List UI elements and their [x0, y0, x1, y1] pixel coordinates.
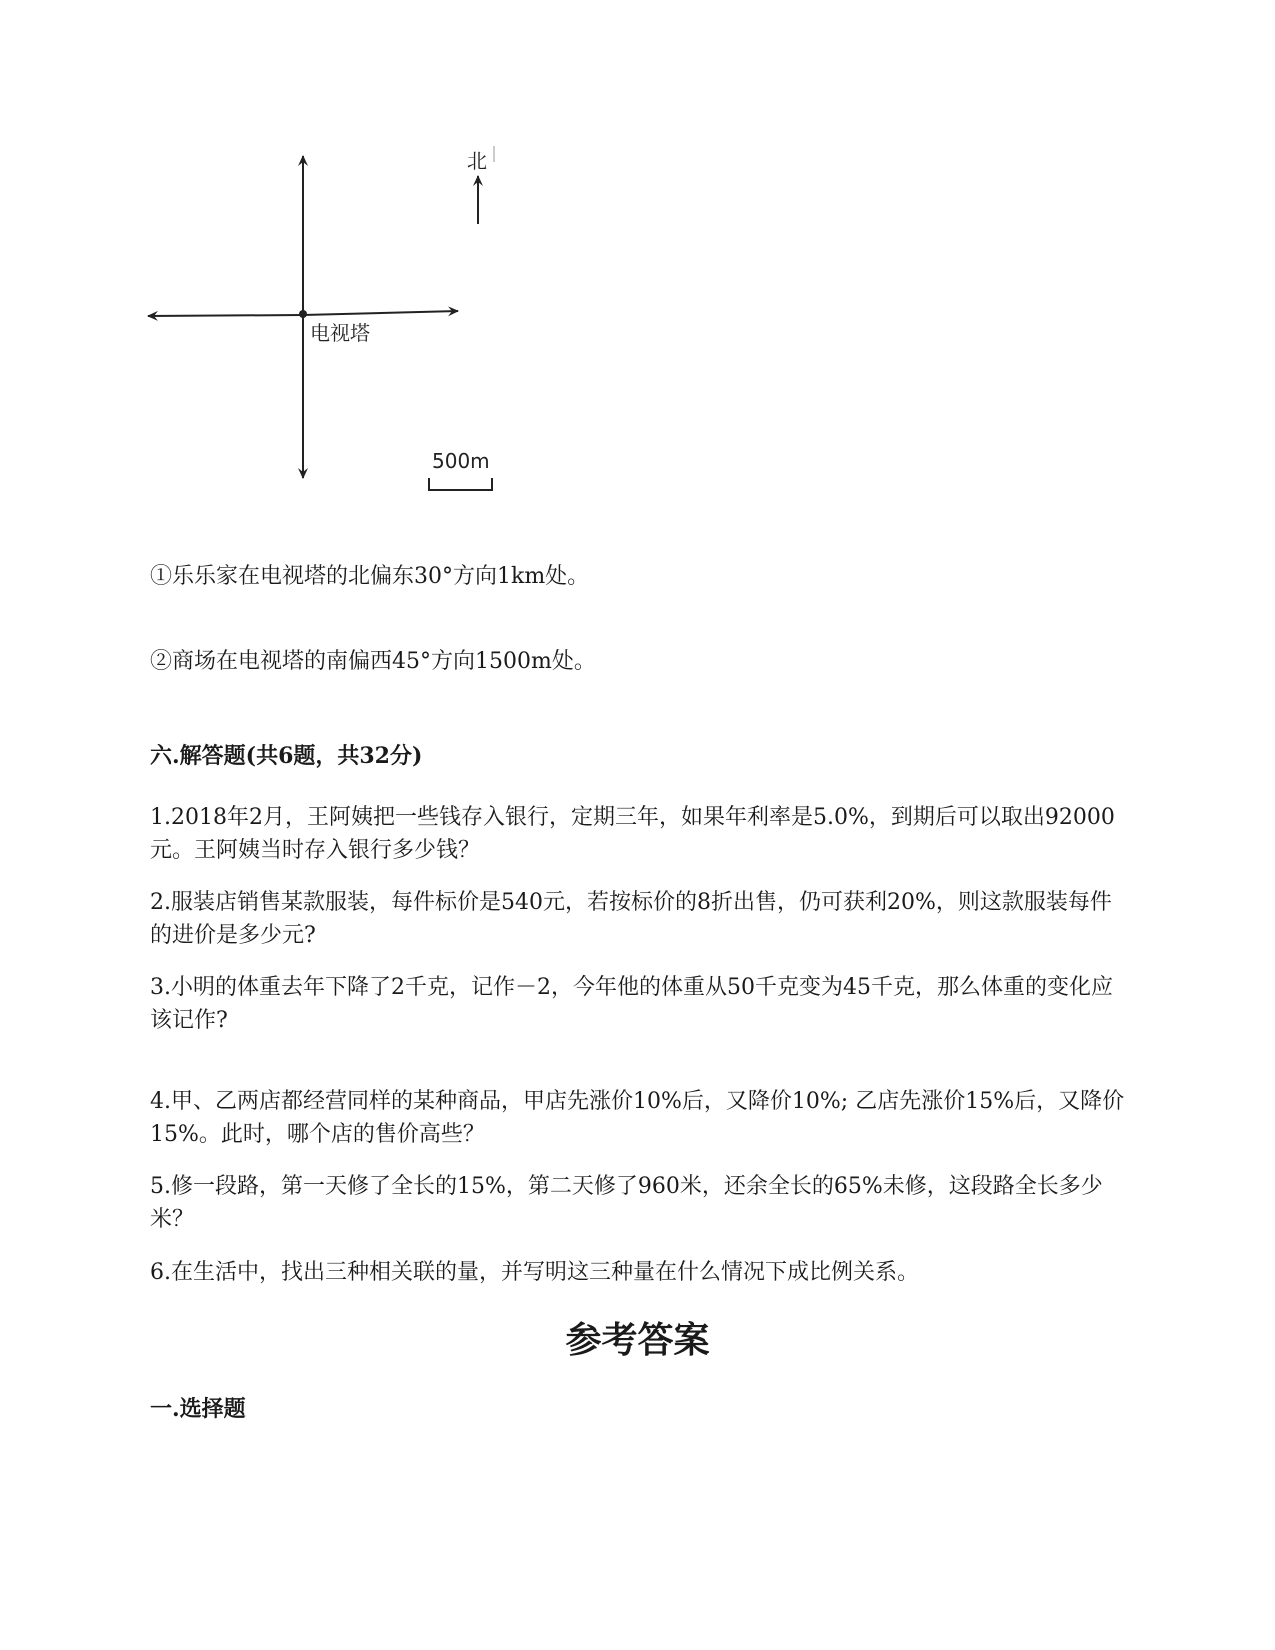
scale-bar — [429, 478, 492, 490]
answer-title: 参考答案 — [565, 1319, 710, 1361]
direction-diagram — [140, 140, 540, 530]
diagram-svg — [140, 140, 540, 530]
section6-heading: 六.解答题(共6题，共32分) — [150, 743, 423, 769]
tv-tower-point — [299, 310, 307, 318]
question-3: 3.小明的体重去年下降了2千克，记作－2，今年他的体重从50千克变为45千克，那么体重的变化应该记作? — [150, 975, 1113, 1033]
statement-1: ①乐乐家在电视塔的北偏东30°方向1km处。 — [150, 564, 590, 589]
question-6: 6.在生活中，找出三种相关联的量，并写明这三种量在什么情况下成比例关系。 — [150, 1260, 919, 1285]
tv-tower-label: 电视塔 — [310, 321, 370, 345]
question-1: 1.2018年2月，王阿姨把一些钱存入银行，定期三年，如果年利率是5.0%，到期后可以取出92000元。王阿姨当时存入银行多少钱？ — [150, 805, 1115, 863]
north-label: 北 — [467, 149, 487, 173]
question-2: 2.服装店销售某款服装，每件标价是540元，若按标价的8折出售，仍可获利20%，则这款服装每件的进价是多少元? — [150, 890, 1112, 948]
scale-label: 500m — [432, 449, 490, 473]
answer-section1-heading: 一.选择题 — [150, 1396, 246, 1422]
west-axis — [148, 315, 303, 316]
east-axis — [303, 311, 458, 315]
statement-2: ②商场在电视塔的南偏西45°方向1500m处。 — [150, 649, 596, 674]
question-4: 4.甲、乙两店都经营同样的某种商品，甲店先涨价10%后，又降价10%; 乙店先涨价15%后，又降价15%。此时，哪个店的售价高些？ — [150, 1089, 1125, 1147]
question-5: 5.修一段路，第一天修了全长的15%，第二天修了960米，还余全长的65%未修，这段路全长多少米？ — [150, 1174, 1103, 1232]
